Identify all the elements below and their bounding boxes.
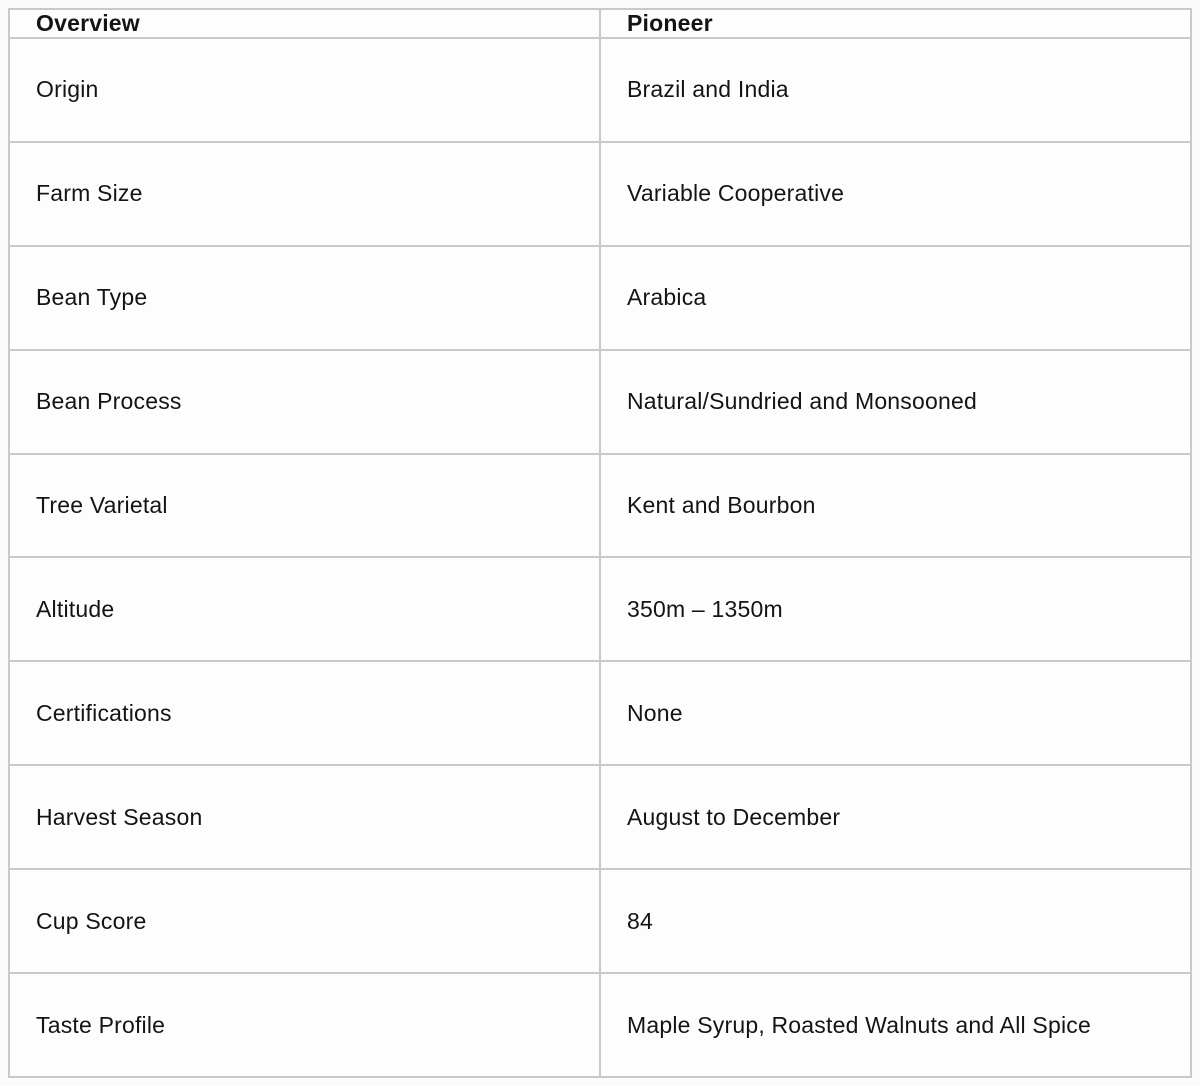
row-value: 84 <box>600 869 1191 973</box>
row-label: Farm Size <box>9 142 600 246</box>
column-header-pioneer: Pioneer <box>600 9 1191 38</box>
table-row <box>9 765 1191 869</box>
table-row <box>9 38 1191 142</box>
row-label: Bean Type <box>9 246 600 350</box>
coffee-overview-table <box>8 8 1192 1078</box>
row-value: 350m – 1350m <box>600 557 1191 661</box>
row-value: Arabica <box>600 246 1191 350</box>
table-row <box>9 661 1191 765</box>
table-row <box>9 869 1191 973</box>
row-value: None <box>600 661 1191 765</box>
table-header-row <box>9 9 1191 38</box>
table-row <box>9 350 1191 454</box>
row-label: Tree Varietal <box>9 454 600 558</box>
row-label: Certifications <box>9 661 600 765</box>
table-row <box>9 246 1191 350</box>
column-header-overview: Overview <box>9 9 600 38</box>
row-label: Harvest Season <box>9 765 600 869</box>
row-label: Taste Profile <box>9 973 600 1077</box>
row-value: Variable Cooperative <box>600 142 1191 246</box>
table-row <box>9 142 1191 246</box>
row-value: Natural/Sundried and Monsooned <box>600 350 1191 454</box>
table-row <box>9 973 1191 1077</box>
row-label: Cup Score <box>9 869 600 973</box>
table-row <box>9 557 1191 661</box>
row-label: Origin <box>9 38 600 142</box>
table-row <box>9 454 1191 558</box>
row-value: August to December <box>600 765 1191 869</box>
row-value: Brazil and India <box>600 38 1191 142</box>
row-value: Kent and Bourbon <box>600 454 1191 558</box>
row-label: Altitude <box>9 557 600 661</box>
row-label: Bean Process <box>9 350 600 454</box>
row-value: Maple Syrup, Roasted Walnuts and All Spice <box>600 973 1191 1077</box>
